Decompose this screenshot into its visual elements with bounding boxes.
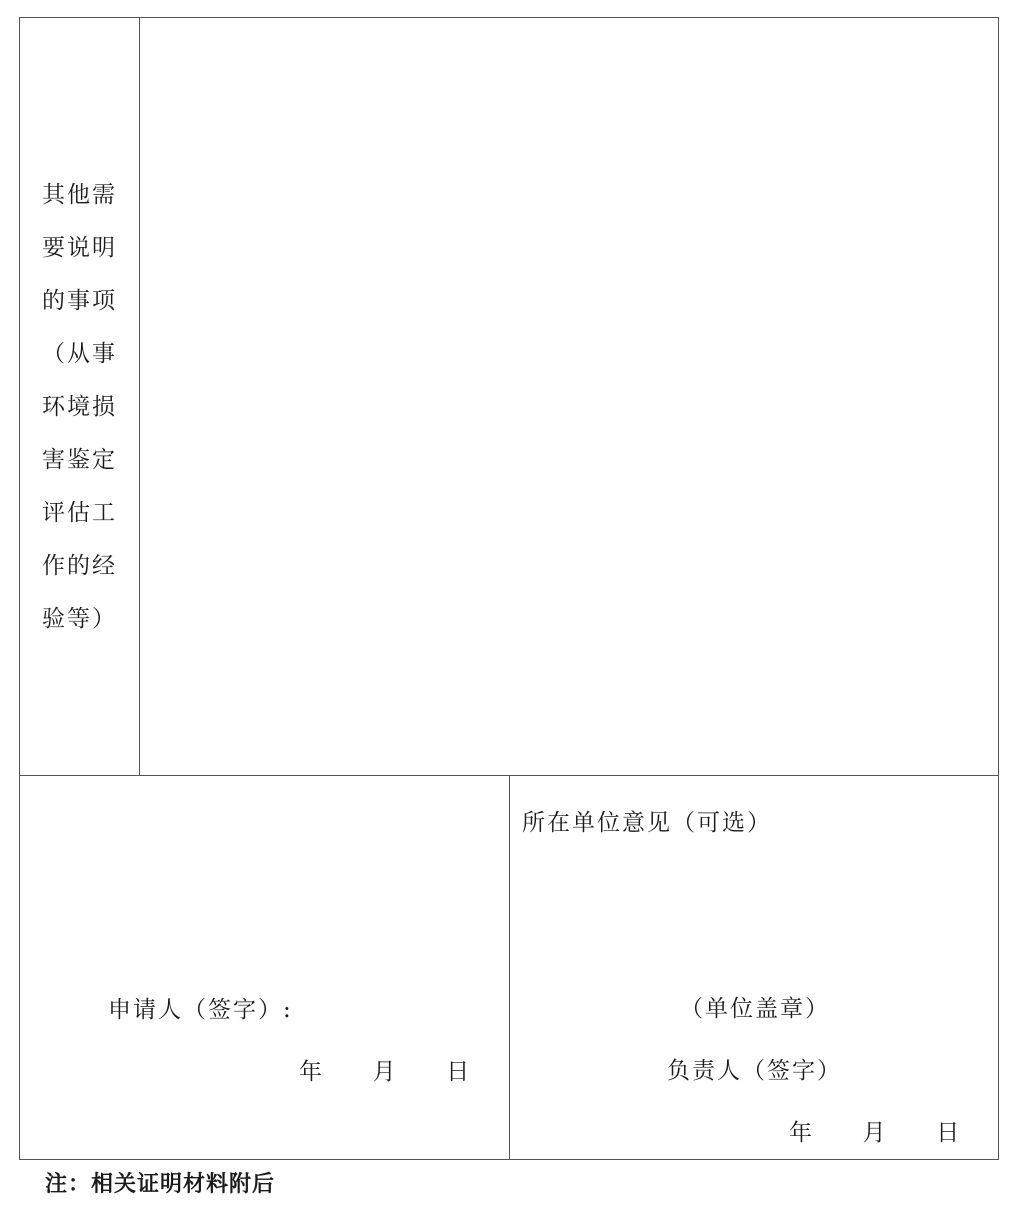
label-line: 环境损 xyxy=(42,394,117,420)
label-line: 作的经 xyxy=(42,553,117,579)
application-form-table xyxy=(19,17,999,1160)
other-matters-label-cell xyxy=(20,18,140,775)
other-matters-content-field[interactable] xyxy=(140,18,998,775)
applicant-signature-cell[interactable] xyxy=(20,776,510,1159)
date-year-label: 年 xyxy=(789,1120,814,1146)
label-line: （从事 xyxy=(42,341,117,367)
label-line: 评估工 xyxy=(42,500,117,526)
applicant-signature-label: 申请人（签字）: xyxy=(108,997,293,1023)
unit-opinion-cell[interactable] xyxy=(510,776,998,1159)
other-matters-label xyxy=(42,180,117,657)
footnote: 注：相关证明材料附后 xyxy=(45,1172,276,1197)
date-day-label: 日 xyxy=(936,1120,962,1146)
unit-date xyxy=(789,1118,961,1148)
unit-opinion-label: 所在单位意见（可选） xyxy=(522,810,772,836)
other-matters-row xyxy=(20,18,998,776)
applicant-date xyxy=(299,1057,471,1087)
label-line: 要说明 xyxy=(42,235,117,261)
label-line: 验等） xyxy=(42,606,117,632)
label-line: 的事项 xyxy=(42,288,117,314)
date-year-label: 年 xyxy=(299,1059,324,1085)
responsible-signature-label: 负责人（签字） xyxy=(667,1058,842,1084)
signature-row xyxy=(20,776,998,1159)
label-line: 害鉴定 xyxy=(42,447,117,473)
date-day-label: 日 xyxy=(446,1059,472,1085)
unit-seal-label: （单位盖章） xyxy=(680,996,830,1022)
date-month-label: 月 xyxy=(372,1059,398,1085)
label-line: 其他需 xyxy=(42,182,117,208)
date-month-label: 月 xyxy=(862,1120,888,1146)
